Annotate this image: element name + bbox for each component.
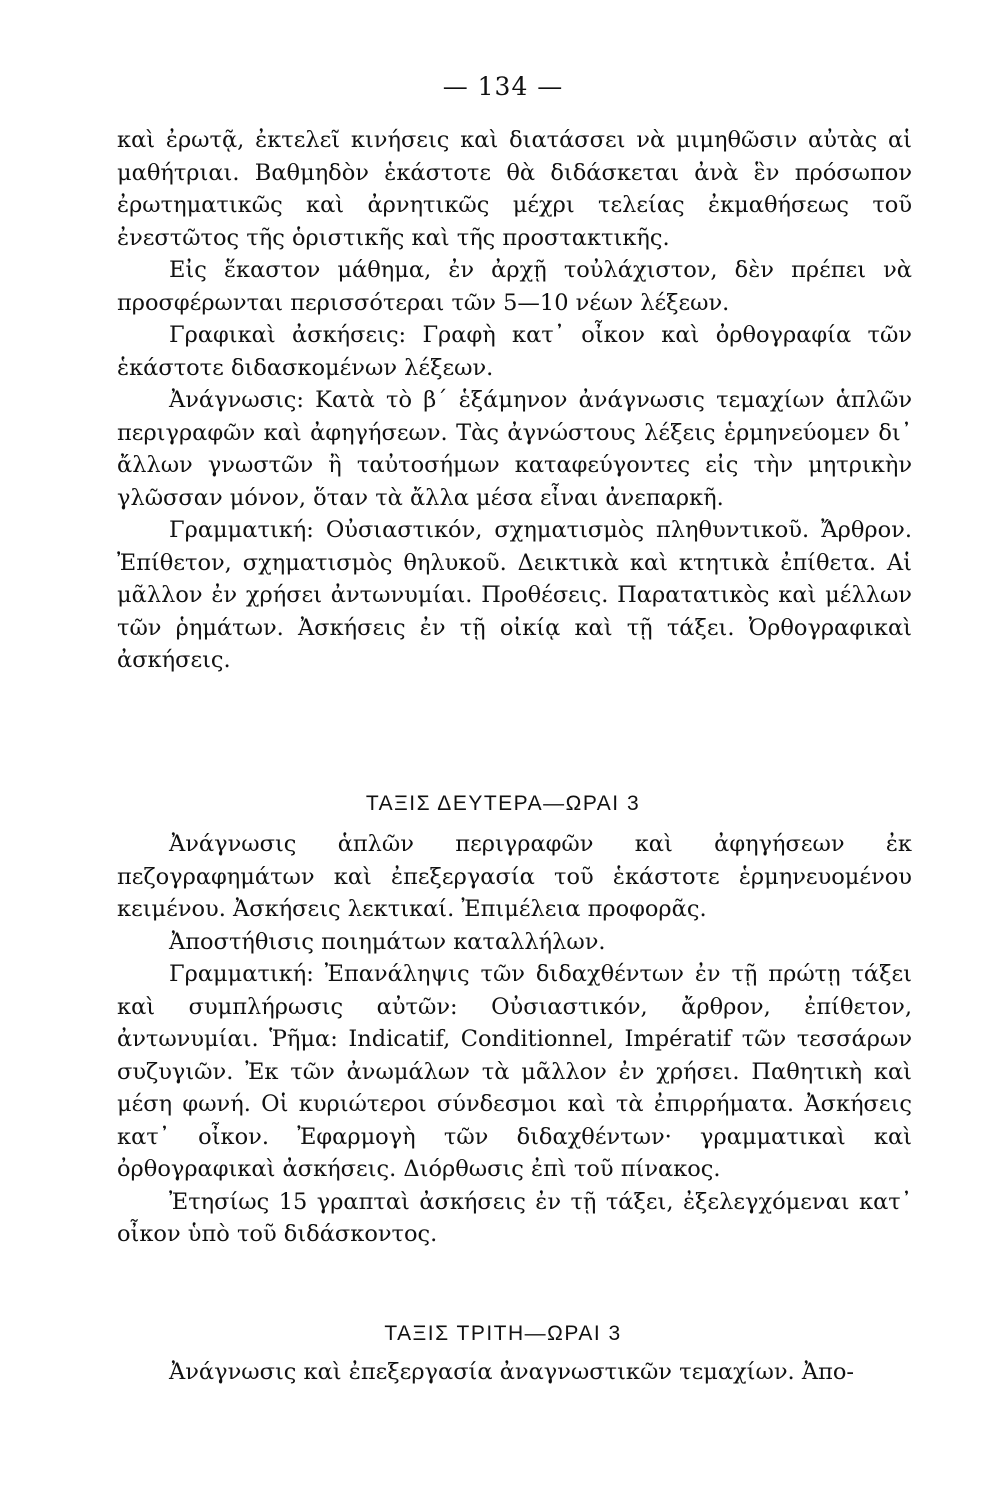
paragraph: Ἀποστήθισις ποιημάτων καταλλήλων. [169,928,606,955]
paragraph: Ἀνάγνωσις καὶ ἐπεξεργασία ἀναγνωστικῶν τεμαχίων. Ἀπο- [169,1359,855,1385]
section-first-year-text [117,124,912,677]
paragraph: Ἐτησίως 15 γραπταὶ ἀσκήσεις ἐν τῇ τάξει, ἐξελεγχόμεναι κατ᾿ οἶκον ὑπὸ τοῦ διδάσκοντος. [117,1188,912,1247]
section-heading-third-year: ΤΑΞΙΣ ΤΡΙΤΗ—ΩΡΑΙ 3 [384,1322,622,1345]
paragraph: Εἰς ἕκαστον μάθημα, ἐν ἀρχῇ τοὐλάχιστον, δὲν πρέπει νὰ προσφέρωνται περισσότεραι τῶν 5—10 νέων λέξεων. [117,257,912,316]
paragraph: Γραφικαὶ ἀσκήσεις: Γραφὴ κατ᾿ οἶκον καὶ ὀρθογραφία τῶν ἑκάστοτε διδασκομένων λέξεων. [117,322,912,381]
page-number: — 134 — [442,72,564,101]
paragraph: Γραμματική: Ἐπανάληψις τῶν διδαχθέντων ἐν τῇ πρώτῃ τάξει καὶ συμπλήρωσις αὐτῶν: Οὐσιαστικόν, ἄρθρον, ἐπίθετον, ἀντωνυμίαι. Ῥῆμα: Indicatif, Conditionnel, Impératif τῶν τεσσάρων συζυγιῶν. Ἐκ τῶν ἀνωμάλων τὰ μᾶλλον ἐν χρήσει. Παθητικὴ καὶ μέση φωνή. Οἱ κυριώτεροι σύνδεσμοι καὶ τὰ ἐπιρρήματα. Ἀσκήσεις κατ᾿ οἶκον. Ἐφαρμογὴ τῶν διδαχθέντων· γραμματικαὶ καὶ ὀρθογραφικαὶ ἀσκήσεις. Διόρθωσις ἐπὶ τοῦ πίνακος. [117,961,912,1182]
paragraph: καὶ ἐρωτᾷ, ἐκτελεῖ κινήσεις καὶ διατάσσει νὰ μιμηθῶσιν αὐτὰς αἱ μαθήτριαι. Βαθμηδὸν ἑκάστοτε θὰ διδάσκεται ἀνὰ ἓν πρόσωπον ἐρωτηματικῶς καὶ ἀρνητικῶς μέχρι τελείας ἐκμαθήσεως τοῦ ἐνεστῶτος τῆς ὁριστικῆς καὶ τῆς προστακτικῆς. [117,127,912,251]
section-third-year-text [117,1356,912,1389]
section-second-year-text [117,828,912,1251]
paragraph: Γραμματική: Οὐσιαστικόν, σχηματισμὸς πληθυντικοῦ. Ἄρθρον. Ἐπίθετον, σχηματισμὸς θηλυκοῦ. Δεικτικὰ καὶ κτητικὰ ἐπίθετα. Αἱ μᾶλλον ἐν χρήσει ἀντωνυμίαι. Προθέσεις. Παρατατικὸς καὶ μέλλων τῶν ῥημάτων. Ἀσκήσεις ἐν τῇ οἰκίᾳ καὶ τῇ τάξει. Ὀρθογραφικαὶ ἀσκήσεις. [117,517,912,673]
paragraph: Ἀνάγνωσις: Κατὰ τὸ β΄ ἑξάμηνον ἀνάγνωσις τεμαχίων ἁπλῶν περιγραφῶν καὶ ἀφηγήσεων. Τὰς ἀγνώστους λέξεις ἑρμηνεύομεν δι᾿ ἄλλων γνωστῶν ἢ ταὐτοσήμων καταφεύγοντες εἰς τὴν μητρικὴν γλῶσσαν μόνον, ὅταν τὰ ἄλλα μέσα εἶναι ἀνεπαρκῆ. [117,387,912,511]
section-heading-second-year: ΤΑΞΙΣ ΔΕΥΤΕΡΑ—ΩΡΑΙ 3 [365,792,641,815]
paragraph: Ἀνάγνωσις ἁπλῶν περιγραφῶν καὶ ἀφηγήσεων ἐκ πεζογραφημάτων καὶ ἐπεξεργασία τοῦ ἑκάστοτε ἑρμηνευομένου κειμένου. Ἀσκήσεις λεκτικαί. Ἐπιμέλεια προφορᾶς. [117,831,912,922]
